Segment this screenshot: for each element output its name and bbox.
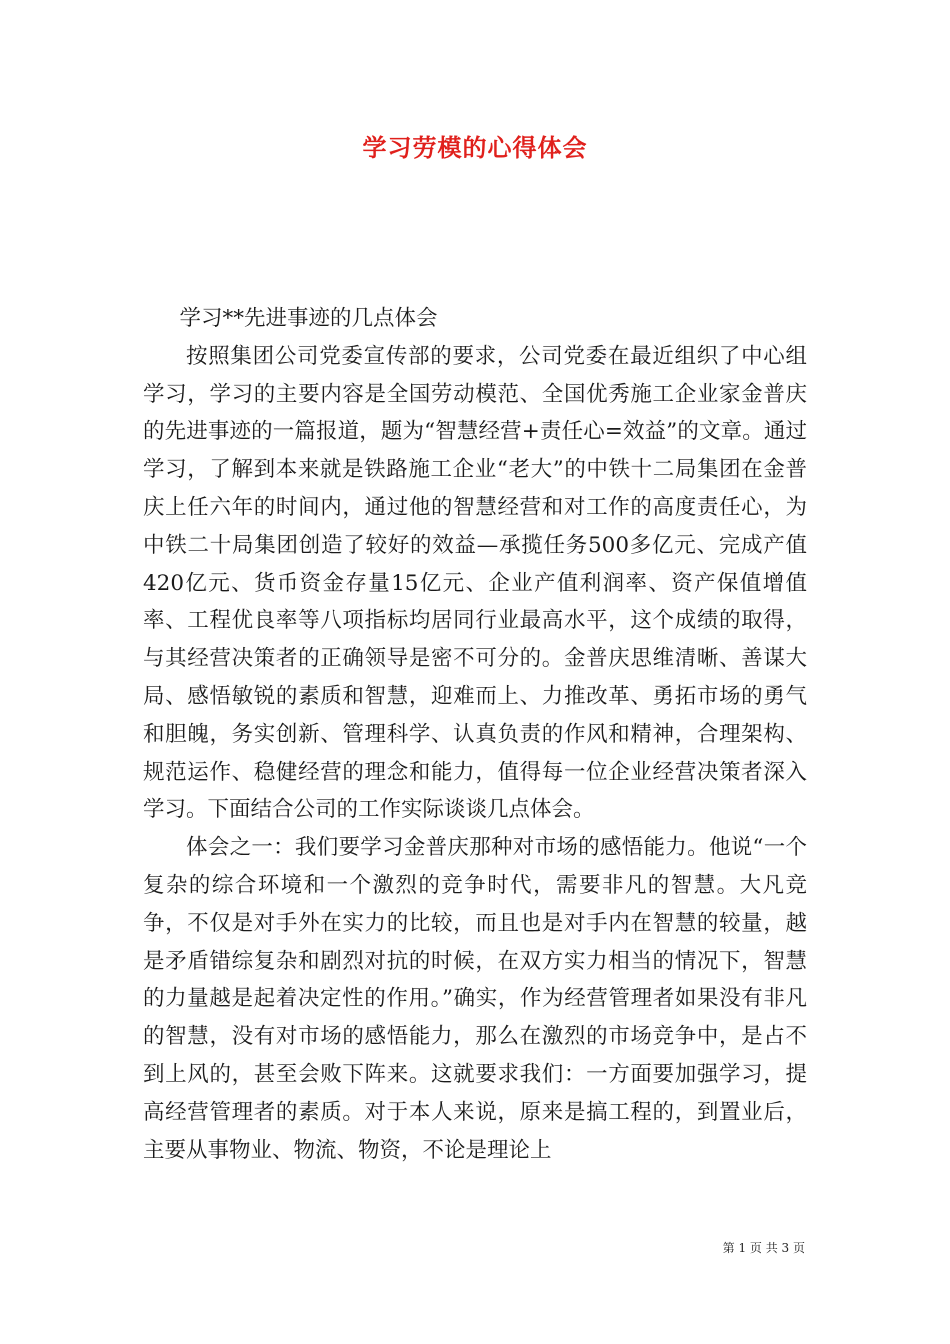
page-number: 第 1 页 共 3 页 xyxy=(722,1241,805,1255)
body-paragraph: 体会之一：我们要学习金普庆那种对市场的感悟能力。他说“一个复杂的综合环境和一个激烈的竞争时代，需要非凡的智慧。大凡竞争，不仅是对手外在实力的比较，而且也是对手内在智慧的较量，越是矛盾错综复杂和剧烈对抗的时候，在双方实力相当的情况下，智慧的力量越是起着决定性的作用。”确实，作为经营管理者如果没有非凡的智慧，没有对市场的感悟能力，那么在激烈的市场竞争中，是占不到上风的，甚至会败下阵来。这就要求我们：一方面要加强学习，提高经营管理者的素质。对于本人来说，原来是搞工程的，到置业后，主要从事物业、物流、物资，不论是理论上 xyxy=(143,835,807,1163)
document-body xyxy=(143,300,807,1169)
body-paragraph: 按照集团公司党委宣传部的要求，公司党委在最近组织了中心组学习，学习的主要内容是全国劳动模范、全国优秀施工企业家金普庆的先进事迹的一篇报道，题为“智慧经营+责任心=效益”的文章。通过学习，了解到本来就是铁路施工企业“老大”的中铁十二局集团在金普庆上任六年的时间内，通过他的智慧经营和对工作的高度责任心，为中铁二十局集团创造了较好的效益—承揽任务500多亿元、完成产值420亿元、货币资金存量15亿元、企业产值利润率、资产保值增值率、工程优良率等八项指标均居同行业最高水平，这个成绩的取得，与其经营决策者的正确领导是密不可分的。金普庆思维清晰、善谋大局、感悟敏锐的素质和智慧，迎难而上、力推改革、勇拓市场的勇气和胆魄，务实创新、管理科学、认真负责的作风和精神，合理架构、规范运作、稳健经营的理念和能力，值得每一位企业经营决策者深入学习。下面结合公司的工作实际谈谈几点体会。 xyxy=(143,343,807,823)
section-heading: 学习**先进事迹的几点体会 xyxy=(179,306,438,331)
document-title: 学习劳模的心得体会 xyxy=(362,133,588,162)
